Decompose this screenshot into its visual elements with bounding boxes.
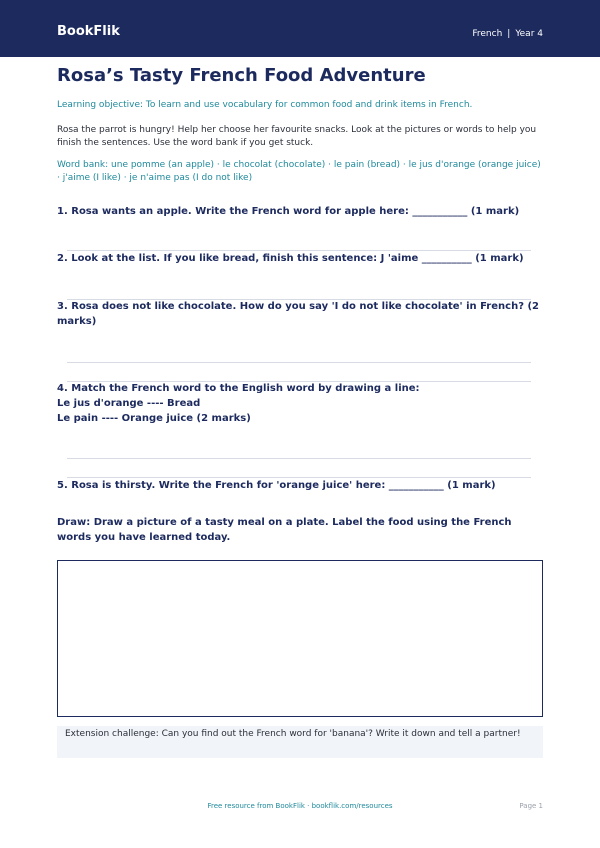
worksheet-title: Rosa’s Tasty French Food Adventure xyxy=(57,65,426,86)
question-text: 5. Rosa is thirsty. Write the French for 'orange juice' here: ___________ (1 mark) xyxy=(57,480,496,491)
match-item: Le jus d'orange ---- Bread xyxy=(57,398,201,409)
answer-line[interactable] xyxy=(67,362,531,363)
question-text: 1. Rosa wants an apple. Write the French word for apple here: ___________ (1 mark) xyxy=(57,206,520,217)
word-bank: Word bank: une pomme (an apple) · le chocolat (chocolate) · le pain (bread) · le jus d'orange (orange juice) · j'aime (I like) · je n'aime pas (I do not like) xyxy=(57,160,541,183)
question-1 xyxy=(57,204,543,219)
subject-label: French xyxy=(472,29,503,39)
drawing-area[interactable] xyxy=(57,560,543,717)
header-meta xyxy=(472,29,543,39)
intro-text: Rosa the parrot is hungry! Help her choose her favourite snacks. Look at the pictures or words to help you finish the sentences. Use the word bank if you get stuck. xyxy=(57,125,537,148)
match-item: Le pain ---- Orange juice (2 marks) xyxy=(57,413,251,424)
extension-text: Extension challenge: Can you find out the French word for 'banana'? Write it down and tell a partner! xyxy=(65,729,521,739)
question-text: 4. Match the French word to the English word by drawing a line: xyxy=(57,383,420,394)
draw-task-text: Draw: Draw a picture of a tasty meal on a plate. Label the food using the French words you have learned today. xyxy=(57,517,512,543)
page-header xyxy=(0,0,600,57)
question-2 xyxy=(57,251,543,266)
question-text: 2. Look at the list. If you like bread, finish this sentence: J 'aime __________ (1 mark) xyxy=(57,253,524,264)
answer-line[interactable] xyxy=(67,458,531,459)
learning-objective: Learning objective: To learn and use vocabulary for common food and drink items in French. xyxy=(57,100,473,110)
question-5 xyxy=(57,478,543,493)
header-separator: | xyxy=(507,29,511,39)
draw-task xyxy=(57,515,543,545)
year-label: Year 4 xyxy=(515,29,543,39)
question-text: 3. Rosa does not like chocolate. How do you say 'I do not like chocolate' in French? (2 marks) xyxy=(57,301,540,327)
footer-text: Free resource from BookFlik · bookflik.com/resources xyxy=(207,802,393,810)
extension-challenge xyxy=(57,726,543,758)
brand-logo: BookFlik xyxy=(57,24,120,39)
question-4 xyxy=(57,381,543,426)
page-number: Page 1 xyxy=(519,802,543,810)
question-3 xyxy=(57,299,543,329)
